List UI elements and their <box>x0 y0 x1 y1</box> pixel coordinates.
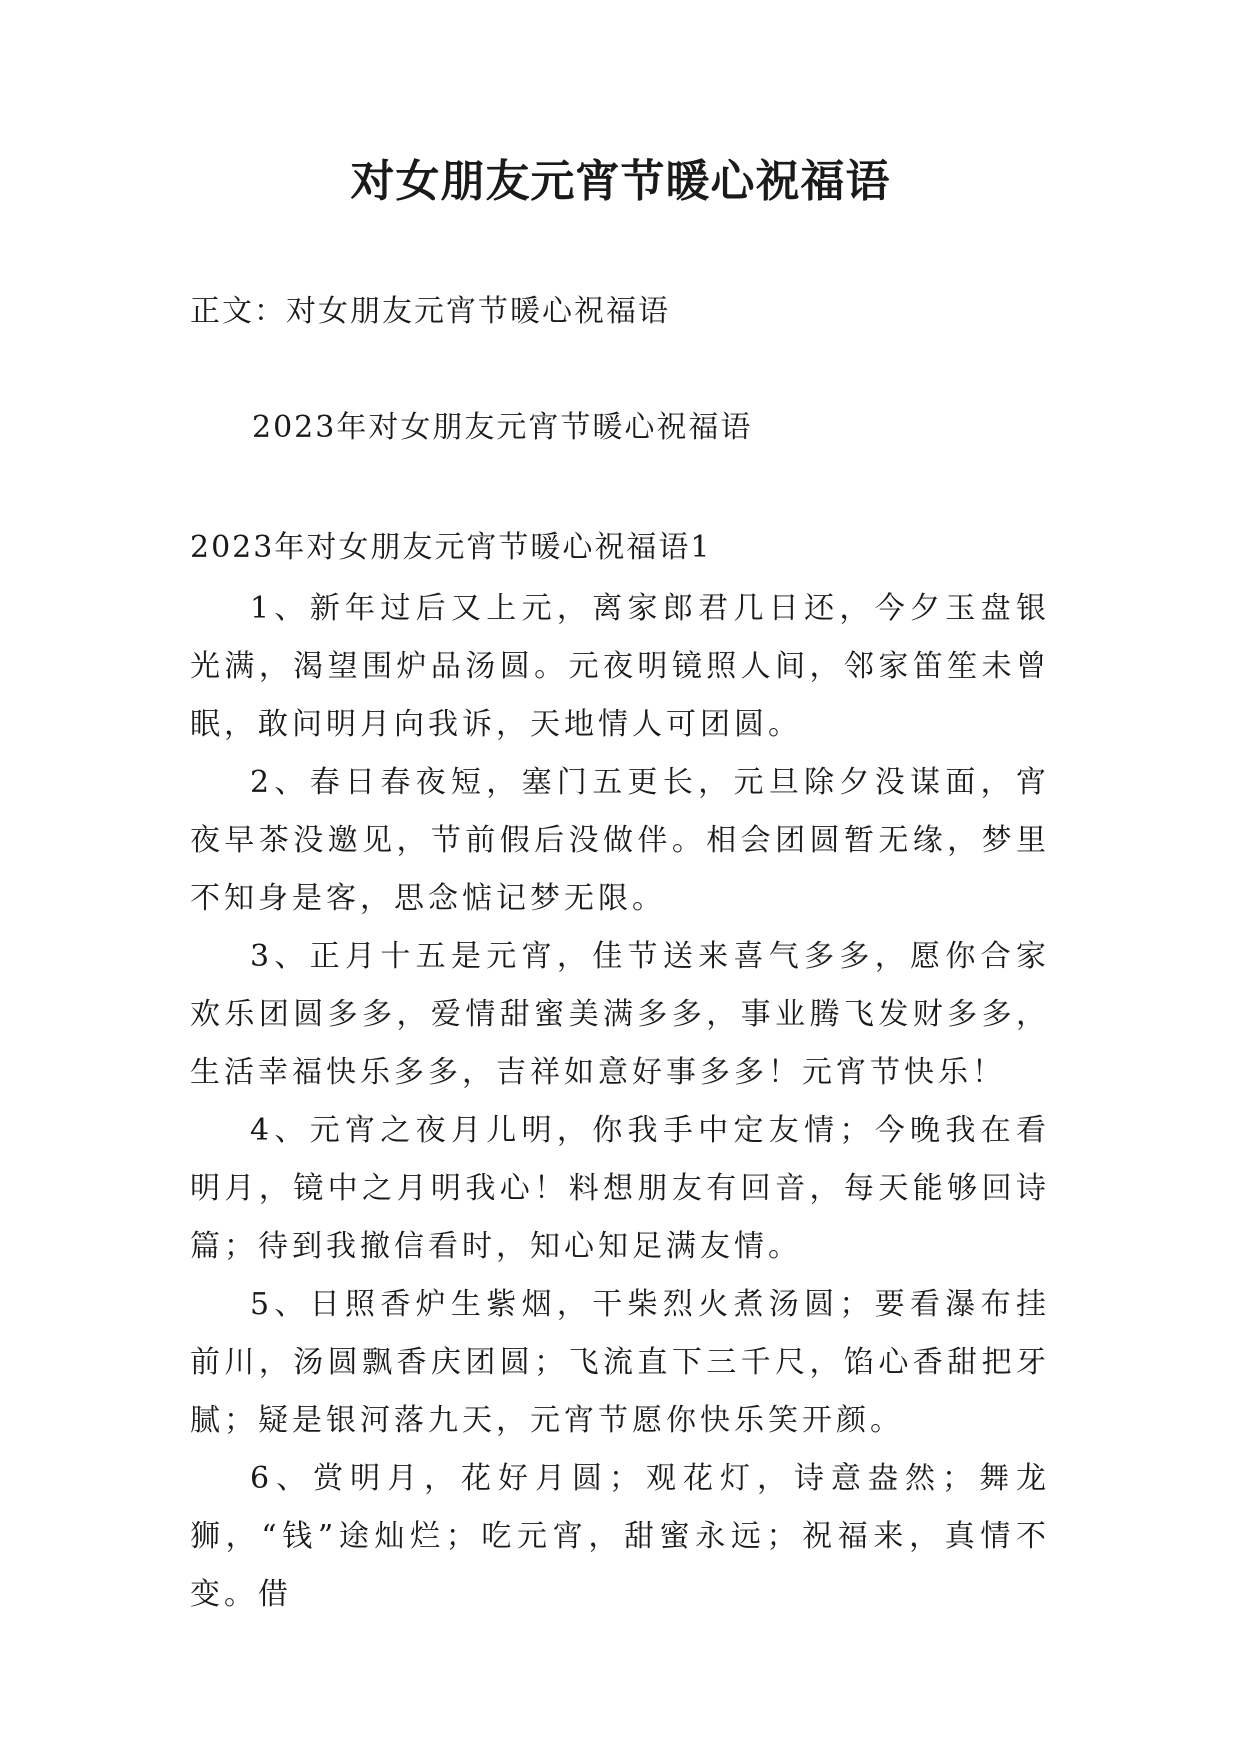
document-body <box>190 580 1050 1624</box>
paragraph-2: 2、春日春夜短，塞门五更长，元旦除夕没谋面，宵夜早茶没邀见，节前假后没做伴。相会团圆暂无缘，梦里不知身是客，思念惦记梦无限。 <box>190 765 1050 916</box>
paragraph-3: 3、正月十五是元宵，佳节送来喜气多多，愿你合家欢乐团圆多多，爱情甜蜜美满多多，事业腾飞发财多多，生活幸福快乐多多，吉祥如意好事多多！元宵节快乐！ <box>190 939 1050 1090</box>
document-title: 对女朋友元宵节暖心祝福语 <box>350 156 891 207</box>
section-heading: 2023年对女朋友元宵节暖心祝福语1 <box>190 530 712 565</box>
paragraph-5: 5、日照香炉生紫烟，干柴烈火煮汤圆；要看瀑布挂前川，汤圆飘香庆团圆；飞流直下三千尺，馅心香甜把牙腻；疑是银河落九天，元宵节愿你快乐笑开颜。 <box>190 1287 1050 1438</box>
paragraph-1: 1、新年过后又上元，离家郎君几日还，今夕玉盘银光满，渴望围炉品汤圆。元夜明镜照人间，邻家笛笙未曾眠，敢问明月向我诉，天地情人可团圆。 <box>190 591 1050 742</box>
body-label: 正文：对女朋友元宵节暖心祝福语 <box>190 294 670 329</box>
paragraph-4: 4、元宵之夜月儿明，你我手中定友情；今晚我在看明月，镜中之月明我心！料想朋友有回音，每天能够回诗篇；待到我撤信看时，知心知足满友情。 <box>190 1113 1050 1264</box>
document-subtitle: 2023年对女朋友元宵节暖心祝福语 <box>252 410 753 445</box>
paragraph-6: 6、赏明月，花好月圆；观花灯，诗意盎然；舞龙狮，“钱”途灿烂；吃元宵，甜蜜永远；祝福来，真情不变。借 <box>190 1461 1050 1612</box>
